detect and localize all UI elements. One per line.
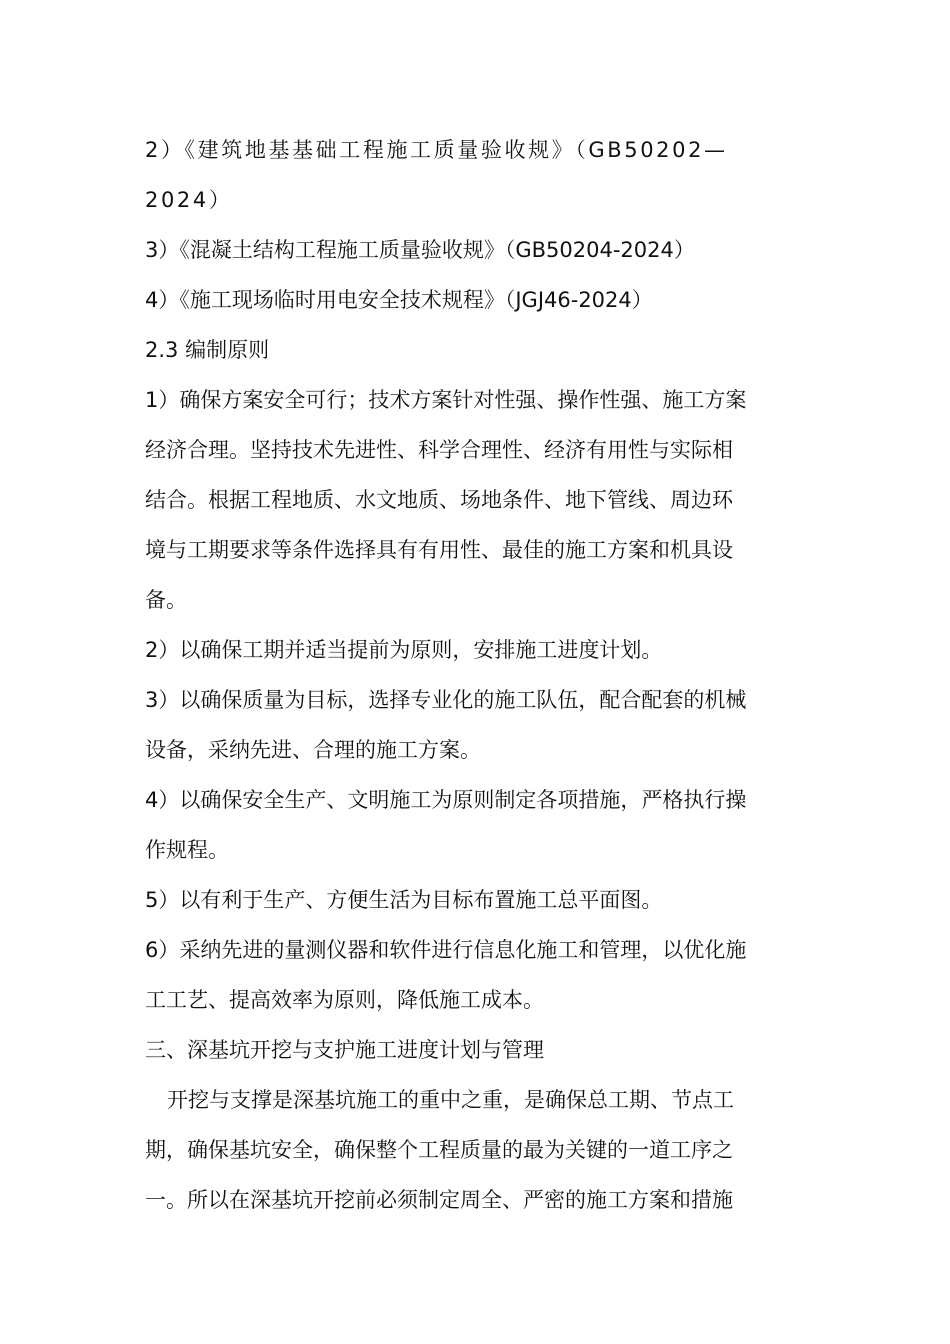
- principle-1-line-1: 1）确保方案安全可行；技术方案针对性强、操作性强、施工方案: [145, 388, 747, 412]
- document-body: [145, 125, 810, 1225]
- principle-6-line-2: 工工艺、提高效率为原则，降低施工成本。: [145, 988, 544, 1012]
- principle-5: 5）以有利于生产、方便生活为目标布置施工总平面图。: [145, 888, 663, 912]
- paragraph-line-2: 期，确保基坑安全，确保整个工程质量的最为关键的一道工序之: [145, 1138, 733, 1162]
- principle-1-line-3: 结合。根据工程地质、水文地质、场地条件、地下管线、周边环: [145, 488, 733, 512]
- reference-item-3: 3）《混凝土结构工程施工质量验收规》（GB50204-2024）: [145, 238, 695, 262]
- principle-3-line-2: 设备，采纳先进、合理的施工方案。: [145, 738, 481, 762]
- principle-2: 2）以确保工期并适当提前为原则，安排施工进度计划。: [145, 638, 663, 662]
- reference-item-4: 4）《施工现场临时用电安全技术规程》（JGJ46-2024）: [145, 288, 653, 312]
- principle-4-line-2: 作规程。: [145, 838, 229, 862]
- paragraph-line-1: 开挖与支撑是深基坑施工的重中之重，是确保总工期、节点工: [167, 1088, 734, 1112]
- paragraph-line-3: 一。所以在深基坑开挖前必须制定周全、严密的施工方案和措施: [145, 1188, 733, 1212]
- section-heading-3: 三、深基坑开挖与支护施工进度计划与管理: [145, 1038, 544, 1062]
- principle-1-line-5: 备。: [145, 588, 187, 612]
- reference-item-2: 2）《建筑地基基础工程施工质量验收规》（GB50202—: [145, 138, 728, 162]
- principle-1-line-2: 经济合理。坚持技术先进性、科学合理性、经济有用性与实际相: [145, 438, 733, 462]
- principle-4-line-1: 4）以确保安全生产、文明施工为原则制定各项措施，严格执行操: [145, 788, 747, 812]
- principle-1-line-4: 境与工期要求等条件选择具有有用性、最佳的施工方案和机具设: [145, 538, 733, 562]
- principle-6-line-1: 6）采纳先进的量测仪器和软件进行信息化施工和管理，以优化施: [145, 938, 747, 962]
- section-heading-2-3: 2.3 编制原则: [145, 338, 270, 362]
- reference-item-2-continued: 2024）: [145, 188, 233, 212]
- principle-3-line-1: 3）以确保质量为目标，选择专业化的施工队伍，配合配套的机械: [145, 688, 747, 712]
